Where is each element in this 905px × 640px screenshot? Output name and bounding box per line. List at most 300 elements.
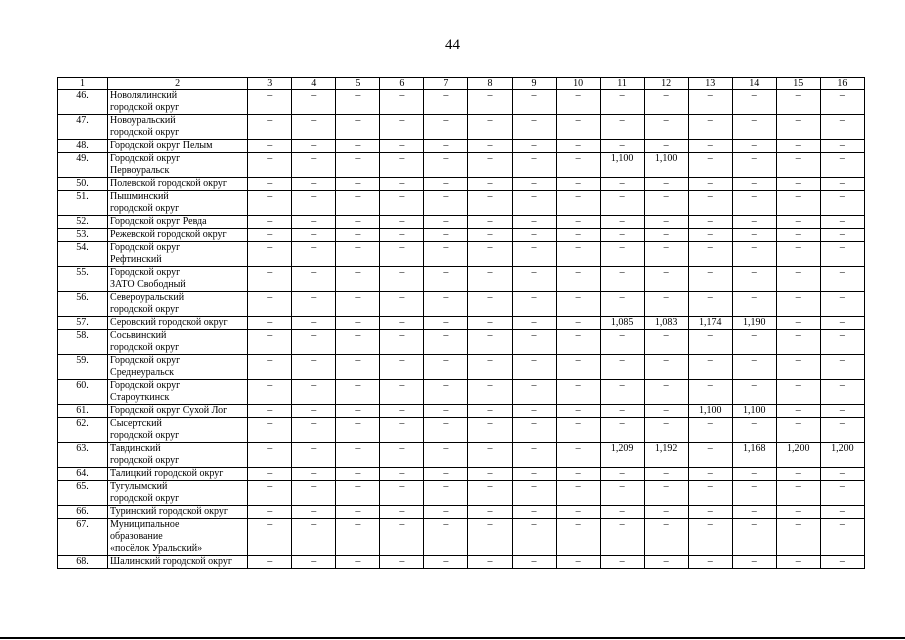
value-cell: – [292,443,336,468]
value-cell: – [820,267,864,292]
value-cell: – [776,380,820,405]
value-cell: – [820,405,864,418]
value-cell: – [468,153,512,178]
municipality-name: Пышминский городской округ [108,191,248,216]
value-cell: – [248,519,292,556]
value-cell: – [424,191,468,216]
value-cell: – [248,380,292,405]
value-cell: – [292,90,336,115]
value-cell: – [292,153,336,178]
table-row [58,90,865,115]
column-header-5: 5 [336,78,380,90]
column-header-12: 12 [644,78,688,90]
value-cell: – [732,229,776,242]
value-cell: – [336,317,380,330]
value-cell: – [732,90,776,115]
value-cell: – [644,556,688,569]
value-cell: – [380,90,424,115]
municipality-name: Североуральский городской округ [108,292,248,317]
header-row [58,78,865,90]
column-header-15: 15 [776,78,820,90]
municipality-name: Туринский городской округ [108,506,248,519]
municipality-name: Городской округ Сухой Лог [108,405,248,418]
value-cell: – [336,519,380,556]
municipality-name: Городской округ Пелым [108,140,248,153]
value-cell: – [688,267,732,292]
value-cell: – [776,191,820,216]
value-cell: – [292,267,336,292]
value-cell: – [468,330,512,355]
value-cell: – [468,418,512,443]
column-header-16: 16 [820,78,864,90]
value-cell: – [468,216,512,229]
value-cell: – [512,242,556,267]
value-cell: – [468,519,512,556]
row-number: 61. [58,405,108,418]
table-body [58,78,865,569]
value-cell: – [644,481,688,506]
value-cell: – [820,292,864,317]
table-row [58,355,865,380]
value-cell: – [600,115,644,140]
value-cell: – [600,418,644,443]
value-cell: – [556,519,600,556]
value-cell: – [468,443,512,468]
value-cell: – [776,556,820,569]
value-cell: – [336,418,380,443]
value-cell: – [688,90,732,115]
value-cell: – [336,556,380,569]
municipality-name: Новоуральский городской округ [108,115,248,140]
table-row [58,191,865,216]
value-cell: 1,209 [600,443,644,468]
value-cell: – [292,317,336,330]
value-cell: – [776,468,820,481]
value-cell: – [688,216,732,229]
value-cell: – [248,267,292,292]
value-cell: – [776,355,820,380]
value-cell: – [600,519,644,556]
value-cell: – [248,191,292,216]
value-cell: – [688,115,732,140]
value-cell: – [424,443,468,468]
table-row [58,317,865,330]
value-cell: – [600,216,644,229]
value-cell: – [512,267,556,292]
value-cell: – [424,418,468,443]
value-cell: – [556,355,600,380]
value-cell: – [820,229,864,242]
value-cell: – [424,267,468,292]
value-cell: – [732,519,776,556]
value-cell: – [600,191,644,216]
value-cell: – [468,481,512,506]
value-cell: – [688,519,732,556]
row-number: 66. [58,506,108,519]
row-number: 62. [58,418,108,443]
value-cell: – [820,191,864,216]
municipality-name: Сосьвинский городской округ [108,330,248,355]
row-number: 65. [58,481,108,506]
row-number: 52. [58,216,108,229]
value-cell: – [248,506,292,519]
value-cell: – [292,405,336,418]
value-cell: – [732,140,776,153]
value-cell: – [336,330,380,355]
value-cell: – [776,115,820,140]
value-cell: – [776,267,820,292]
value-cell: – [424,380,468,405]
value-cell: – [380,317,424,330]
value-cell: – [380,380,424,405]
value-cell: – [512,443,556,468]
value-cell: – [380,468,424,481]
column-header-2: 2 [108,78,248,90]
value-cell: – [380,216,424,229]
value-cell: – [600,140,644,153]
value-cell: – [644,229,688,242]
value-cell: – [248,153,292,178]
value-cell: – [424,355,468,380]
value-cell: – [468,90,512,115]
value-cell: – [380,242,424,267]
value-cell: – [424,468,468,481]
value-cell: – [468,405,512,418]
municipality-name: Серовский городской округ [108,317,248,330]
value-cell: – [424,216,468,229]
column-header-8: 8 [468,78,512,90]
value-cell: – [248,242,292,267]
value-cell: – [512,317,556,330]
value-cell: – [688,153,732,178]
value-cell: – [380,292,424,317]
value-cell: – [380,481,424,506]
value-cell: – [336,267,380,292]
row-number: 49. [58,153,108,178]
value-cell: – [820,216,864,229]
value-cell: – [600,506,644,519]
value-cell: – [292,355,336,380]
table-row [58,556,865,569]
value-cell: – [424,153,468,178]
value-cell: – [732,191,776,216]
value-cell: – [424,140,468,153]
municipality-name: Новолялинский городской округ [108,90,248,115]
value-cell: – [600,178,644,191]
value-cell: – [512,405,556,418]
value-cell: – [248,178,292,191]
value-cell: 1,100 [644,153,688,178]
value-cell: – [380,191,424,216]
value-cell: – [732,115,776,140]
row-number: 67. [58,519,108,556]
value-cell: – [688,242,732,267]
value-cell: – [336,405,380,418]
value-cell: – [336,468,380,481]
table-row [58,292,865,317]
value-cell: – [556,90,600,115]
value-cell: 1,168 [732,443,776,468]
value-cell: – [248,292,292,317]
column-header-3: 3 [248,78,292,90]
value-cell: – [424,506,468,519]
value-cell: – [644,380,688,405]
table-row [58,242,865,267]
value-cell: – [688,506,732,519]
value-cell: – [644,140,688,153]
value-cell: – [556,443,600,468]
value-cell: 1,200 [820,443,864,468]
value-cell: – [380,405,424,418]
value-cell: – [776,229,820,242]
table-row [58,153,865,178]
value-cell: – [776,506,820,519]
value-cell: – [732,506,776,519]
value-cell: – [688,140,732,153]
page-number: 44 [445,37,460,53]
value-cell: – [336,140,380,153]
value-cell: – [292,380,336,405]
data-table [57,77,865,569]
value-cell: – [688,481,732,506]
value-cell: – [600,556,644,569]
value-cell: – [292,115,336,140]
column-header-10: 10 [556,78,600,90]
value-cell: – [380,418,424,443]
value-cell: – [380,140,424,153]
value-cell: – [512,481,556,506]
row-number: 53. [58,229,108,242]
value-cell: – [424,242,468,267]
value-cell: – [292,330,336,355]
column-header-1: 1 [58,78,108,90]
row-number: 63. [58,443,108,468]
value-cell: – [556,216,600,229]
value-cell: – [644,519,688,556]
value-cell: – [424,229,468,242]
value-cell: – [512,468,556,481]
municipality-name: Тавдинский городской округ [108,443,248,468]
value-cell: – [292,468,336,481]
value-cell: 1,192 [644,443,688,468]
row-number: 54. [58,242,108,267]
value-cell: – [468,292,512,317]
value-cell: – [512,506,556,519]
value-cell: – [468,115,512,140]
value-cell: – [600,242,644,267]
column-header-6: 6 [380,78,424,90]
row-number: 51. [58,191,108,216]
value-cell: – [688,292,732,317]
column-header-9: 9 [512,78,556,90]
row-number: 48. [58,140,108,153]
table-row [58,115,865,140]
value-cell: – [820,90,864,115]
value-cell: – [292,178,336,191]
value-cell: – [556,267,600,292]
value-cell: – [336,380,380,405]
value-cell: – [732,330,776,355]
value-cell: – [776,330,820,355]
value-cell: – [820,380,864,405]
value-cell: – [600,355,644,380]
value-cell: – [556,115,600,140]
value-cell: – [512,556,556,569]
value-cell: – [292,140,336,153]
value-cell: – [468,380,512,405]
value-cell: – [292,519,336,556]
row-number: 47. [58,115,108,140]
municipality-name: Городской округ ЗАТО Свободный [108,267,248,292]
value-cell: – [468,242,512,267]
table-row [58,519,865,556]
value-cell: – [556,556,600,569]
row-number: 55. [58,267,108,292]
value-cell: – [600,267,644,292]
value-cell: – [820,481,864,506]
value-cell: – [512,153,556,178]
municipality-name: Полевской городской округ [108,178,248,191]
value-cell: – [688,330,732,355]
value-cell: – [732,380,776,405]
value-cell: – [732,153,776,178]
value-cell: – [776,178,820,191]
value-cell: – [512,418,556,443]
row-number: 64. [58,468,108,481]
value-cell: – [380,115,424,140]
value-cell: – [292,418,336,443]
value-cell: – [644,355,688,380]
value-cell: – [468,506,512,519]
value-cell: – [248,115,292,140]
value-cell: – [292,216,336,229]
value-cell: – [556,418,600,443]
value-cell: – [248,216,292,229]
value-cell: – [292,191,336,216]
value-cell: – [776,418,820,443]
value-cell: – [336,90,380,115]
value-cell: – [776,216,820,229]
value-cell: – [820,506,864,519]
row-number: 57. [58,317,108,330]
value-cell: – [336,443,380,468]
value-cell: – [380,556,424,569]
row-number: 60. [58,380,108,405]
value-cell: – [336,153,380,178]
value-cell: – [776,140,820,153]
value-cell: – [820,153,864,178]
value-cell: – [336,292,380,317]
row-number: 68. [58,556,108,569]
value-cell: – [512,191,556,216]
value-cell: – [468,267,512,292]
value-cell: – [644,178,688,191]
value-cell: – [600,229,644,242]
table-row [58,506,865,519]
column-header-11: 11 [600,78,644,90]
value-cell: – [336,242,380,267]
value-cell: – [556,229,600,242]
value-cell: – [776,292,820,317]
municipality-name: Шалинский городской округ [108,556,248,569]
row-number: 59. [58,355,108,380]
value-cell: – [820,178,864,191]
value-cell: 1,200 [776,443,820,468]
municipality-name: Городской округ Ревда [108,216,248,229]
value-cell: – [732,242,776,267]
municipality-name: Режевской городской округ [108,229,248,242]
value-cell: – [644,267,688,292]
value-cell: 1,083 [644,317,688,330]
value-cell: – [336,178,380,191]
value-cell: – [820,115,864,140]
value-cell: – [600,481,644,506]
value-cell: – [380,153,424,178]
value-cell: – [644,468,688,481]
value-cell: – [468,468,512,481]
value-cell: – [820,556,864,569]
value-cell: – [556,191,600,216]
value-cell: – [292,229,336,242]
value-cell: – [248,90,292,115]
value-cell: – [424,115,468,140]
value-cell: – [292,556,336,569]
value-cell: – [424,556,468,569]
value-cell: – [468,317,512,330]
value-cell: – [424,481,468,506]
value-cell: – [776,90,820,115]
value-cell: – [424,405,468,418]
value-cell: – [688,355,732,380]
value-cell: 1,100 [688,405,732,418]
column-header-4: 4 [292,78,336,90]
value-cell: – [292,481,336,506]
row-number: 46. [58,90,108,115]
value-cell: – [380,178,424,191]
value-cell: – [380,330,424,355]
row-number: 56. [58,292,108,317]
table-row [58,229,865,242]
value-cell: – [336,115,380,140]
value-cell: – [248,229,292,242]
value-cell: – [556,330,600,355]
value-cell: – [644,216,688,229]
value-cell: – [600,405,644,418]
value-cell: – [644,330,688,355]
value-cell: – [292,506,336,519]
table-row [58,481,865,506]
municipality-name: Муниципальное образование «посёлок Уральский» [108,519,248,556]
value-cell: – [468,191,512,216]
value-cell: – [424,317,468,330]
value-cell: – [732,216,776,229]
value-cell: – [336,481,380,506]
value-cell: – [248,556,292,569]
table-row [58,216,865,229]
value-cell: – [468,140,512,153]
value-cell: – [292,242,336,267]
value-cell: – [556,140,600,153]
table-row [58,418,865,443]
value-cell: – [644,506,688,519]
value-cell: – [732,178,776,191]
table-row [58,380,865,405]
value-cell: – [556,242,600,267]
value-cell: – [380,506,424,519]
value-cell: – [688,380,732,405]
value-cell: – [336,191,380,216]
value-cell: – [248,140,292,153]
